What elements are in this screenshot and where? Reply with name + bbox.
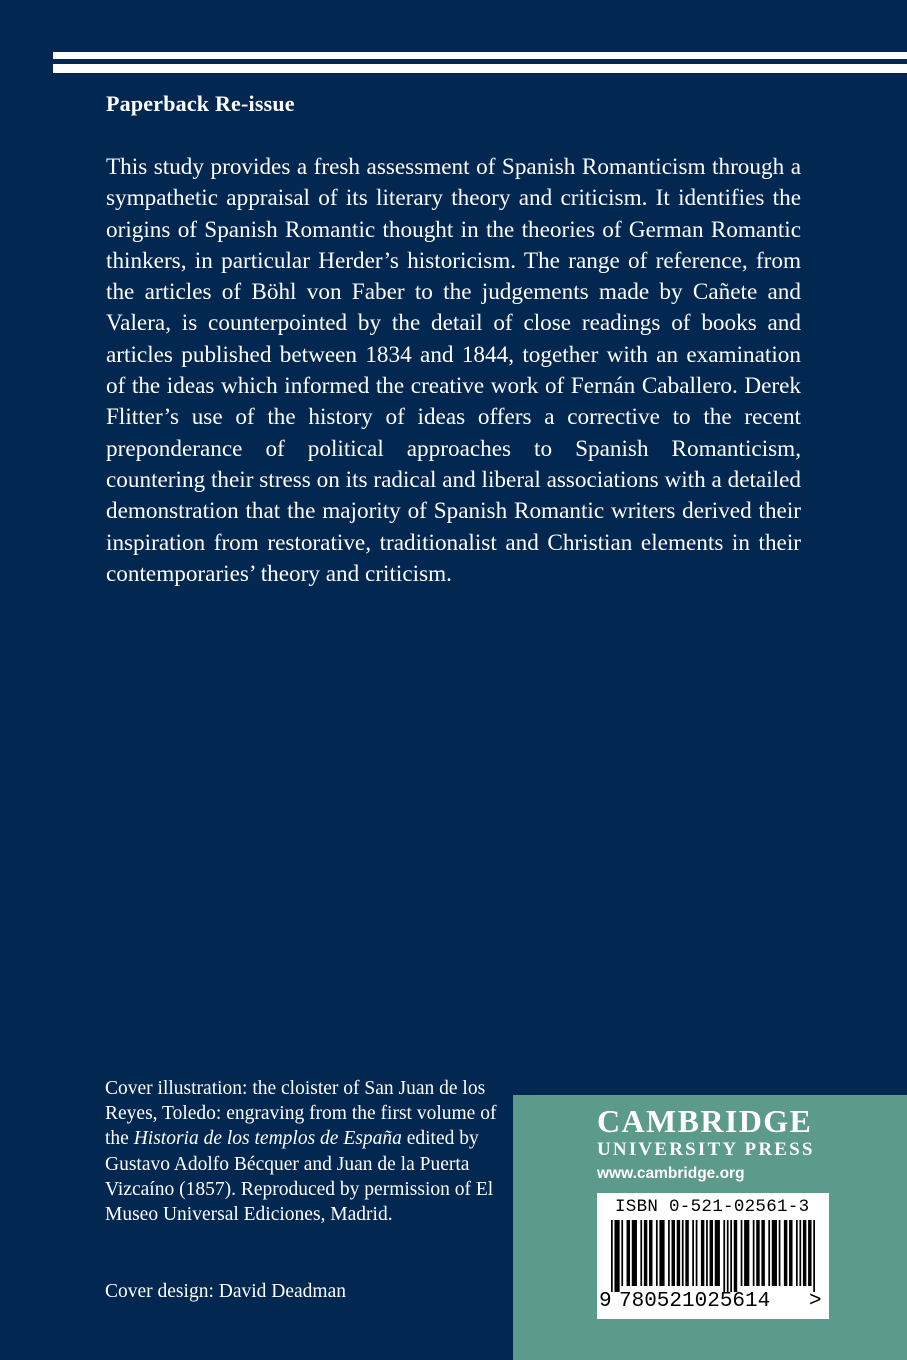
- credit-text-before: Cover illustration: the cloister of San Juan de los Reyes, Toledo: engraving from the first volume of the: [105, 1078, 497, 1150]
- barcode-bar: [772, 1220, 777, 1286]
- credit-book-title: Historia de los templos de España: [133, 1128, 402, 1150]
- book-description: This study provides a fresh assessment of Spanish Romanticism through a sympathetic appraisal of its literary theory and criticism. It identifies the origins of Spanish Romantic thought in the theories of German Romantic thinkers, in particular Herder’s historicism. The range of reference, from the articles of Böhl von Faber to the judgements made by Cañete and Valera, is counterpointed by the detail of close readings of books and articles published between 1834 and 1844, together with an examination of the ideas which informed the creative work of Fernán Caballero. Derek Flitter’s use of the history of ideas offers a corrective to the recent preponderance of political approaches to Spanish Romanticism, countering their stress on its radical and liberal associations with a detailed demonstration that the majority of Spanish Romantic writers derived their inspiration from restorative, traditionalist and Christian elements in their contemporaries’ theory and criticism.: [106, 154, 801, 587]
- barcode-bar: [768, 1220, 770, 1286]
- barcode-bar: [621, 1220, 623, 1286]
- barcode-bar: [784, 1220, 787, 1286]
- ean-first-digit: 9: [599, 1290, 612, 1313]
- cover-illustration-credit: [105, 1076, 505, 1227]
- barcode-bar: [706, 1220, 708, 1286]
- barcode-bar: [779, 1220, 781, 1286]
- barcode-bar: [659, 1220, 664, 1286]
- publisher-url: www.cambridge.org: [597, 1165, 745, 1182]
- barcode-bar: [649, 1220, 652, 1286]
- publisher-panel: [513, 1095, 907, 1360]
- ean-digits: [597, 1290, 829, 1314]
- barcode-bar: [672, 1220, 675, 1286]
- barcode-bar: [813, 1220, 815, 1292]
- publisher-subname: UNIVERSITY PRESS: [597, 1139, 815, 1160]
- barcode-bar: [744, 1220, 749, 1286]
- barcode-bar: [799, 1220, 801, 1286]
- top-rule-thin: [53, 52, 907, 59]
- barcode-bar: [701, 1220, 704, 1286]
- barcode-bar: [611, 1220, 613, 1292]
- barcode-bar: [640, 1220, 642, 1286]
- barcode-bar: [632, 1220, 637, 1286]
- top-rule-thick: [53, 64, 907, 73]
- barcode-bar: [685, 1220, 688, 1286]
- barcode-bar: [627, 1220, 630, 1286]
- cover-design-credit: Cover design: David Deadman: [105, 1281, 346, 1302]
- edition-heading: Paperback Re-issue: [106, 91, 295, 116]
- barcode-bar: [723, 1220, 725, 1292]
- ean-quiet-zone-mark: >: [809, 1290, 822, 1313]
- barcode-bar: [696, 1220, 698, 1286]
- barcode-bar: [789, 1220, 792, 1286]
- barcode-bar: [808, 1220, 811, 1286]
- barcode-bar: [668, 1220, 670, 1286]
- barcode-bar: [682, 1220, 684, 1286]
- isbn-label: ISBN 0-521-02561-3: [615, 1197, 810, 1217]
- barcode-bar: [803, 1220, 806, 1286]
- barcode-bar: [753, 1220, 755, 1286]
- barcode-bar: [677, 1220, 680, 1286]
- barcode-bar: [734, 1220, 737, 1292]
- credit-text-after: edited by Gustavo Adolfo Bécquer and Juan de la Puerta Vizcaíno (1857). Reproduced by permission of El Museo Universal Ediciones, Madrid.: [105, 1128, 494, 1226]
- barcode-bar: [614, 1220, 619, 1292]
- barcode-bar: [656, 1220, 658, 1286]
- barcode-bar: [730, 1220, 732, 1292]
- barcode-bar: [644, 1220, 647, 1286]
- barcode-bar: [796, 1220, 798, 1286]
- barcode-bar: [727, 1220, 729, 1292]
- barcode-box: [597, 1193, 829, 1319]
- barcode-bars: [611, 1220, 815, 1292]
- barcode-bar: [692, 1220, 694, 1286]
- barcode-bar: [715, 1220, 720, 1286]
- barcode-bar: [710, 1220, 713, 1286]
- publisher-name: CAMBRIDGE: [597, 1103, 813, 1139]
- barcode-bar: [756, 1220, 759, 1286]
- barcode-bar: [741, 1220, 743, 1286]
- ean-remaining-digits: 780521025614: [619, 1290, 771, 1313]
- barcode-bar: [761, 1220, 764, 1286]
